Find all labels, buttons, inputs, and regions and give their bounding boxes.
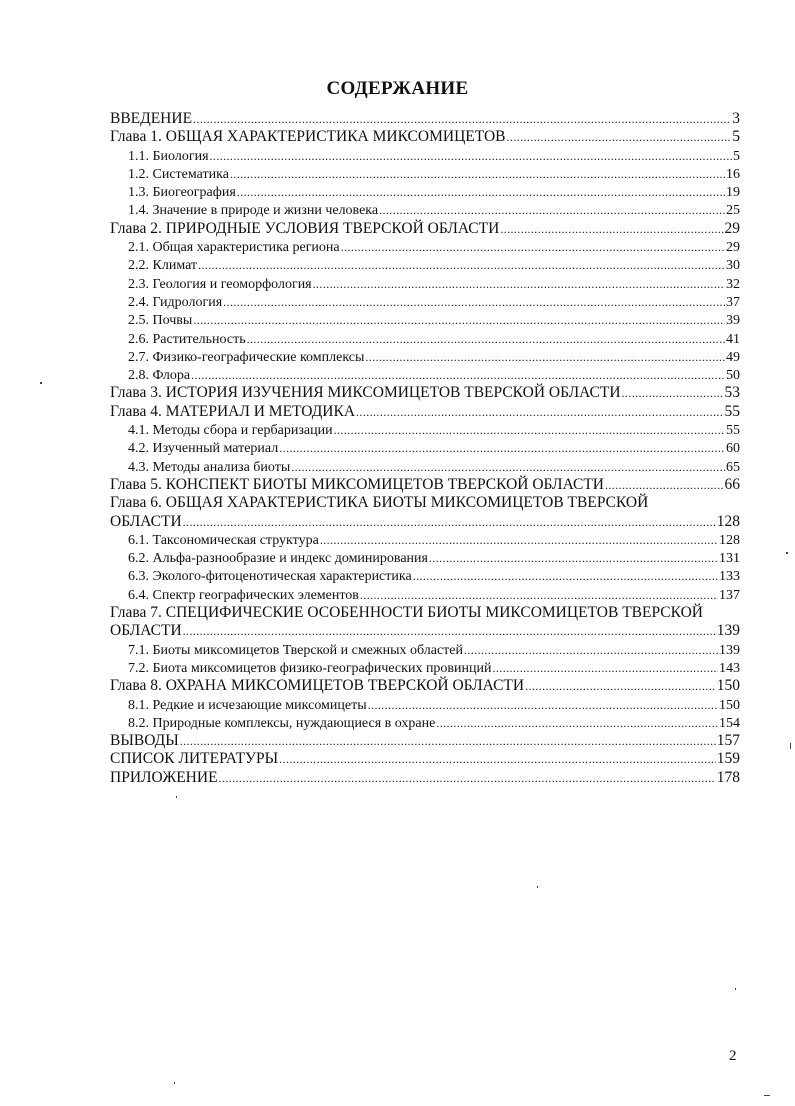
toc-page: 128 [719, 532, 740, 548]
scan-speck [537, 886, 538, 888]
dot-leader [313, 275, 725, 294]
toc-label: 6.3. Эколого-фитоценотическая характеристика [128, 569, 412, 585]
toc-row [110, 384, 740, 402]
toc-page: 49 [726, 349, 740, 365]
toc-page: 29 [726, 240, 740, 256]
toc-row [110, 458, 740, 476]
toc-page: 139 [716, 622, 740, 640]
toc-row [110, 201, 740, 219]
toc-row [110, 476, 740, 494]
toc-page: 30 [726, 258, 740, 274]
toc-row [110, 311, 740, 329]
dot-leader [247, 330, 725, 349]
toc-label: 1.1. Биология [128, 148, 209, 164]
toc-page: 53 [724, 384, 740, 402]
dot-leader [210, 147, 732, 166]
toc-label: 1.2. Систематика [128, 166, 229, 182]
toc-page: 39 [726, 313, 740, 329]
toc-row [110, 165, 740, 183]
toc-row [110, 732, 740, 750]
toc-page: 150 [716, 677, 740, 695]
dot-leader [356, 403, 723, 421]
toc-row [110, 769, 740, 787]
toc-page: 137 [719, 587, 740, 603]
toc-page: 66 [724, 475, 740, 493]
toc-label: 2.3. Геология и геоморфология [128, 276, 312, 292]
toc-page: 143 [719, 660, 740, 676]
dot-leader [193, 311, 725, 330]
toc-row [110, 677, 740, 695]
dot-leader [493, 659, 718, 678]
toc-label: 7.1. Биоты миксомицетов Тверской и смежных областей [128, 642, 463, 658]
toc-page: 50 [726, 368, 740, 384]
toc-row [110, 183, 740, 201]
toc-row [110, 256, 740, 274]
toc-row [110, 330, 740, 348]
toc-label: Глава 4. МАТЕРИАЛ И МЕТОДИКА [110, 402, 356, 420]
dot-leader [237, 183, 725, 202]
dot-leader [198, 256, 725, 275]
toc-label: ВВЕДЕНИЕ [110, 110, 193, 127]
toc-row [110, 421, 740, 439]
toc-row [110, 293, 740, 311]
toc-page: 133 [719, 569, 740, 585]
toc-page: 154 [719, 715, 740, 731]
toc-label: 2.1. Общая характеристика региона [128, 240, 340, 256]
toc-page: 178 [716, 768, 740, 786]
dot-leader [413, 567, 718, 586]
dot-leader [191, 366, 725, 385]
scan-speck [764, 1095, 770, 1096]
toc-label: 2.2. Климат [128, 258, 198, 274]
dot-leader [365, 348, 725, 367]
toc-label: СПИСОК ЛИТЕРАТУРЫ [110, 750, 279, 768]
toc-page: 128 [716, 512, 740, 530]
toc-row [110, 275, 740, 293]
toc-label: Глава 6. ОБЩАЯ ХАРАКТЕРИСТИКА БИОТЫ МИКСОМИЦЕТОВ ТВЕРСКОЙ [110, 494, 649, 512]
dot-leader [507, 128, 732, 146]
toc-row [110, 622, 740, 640]
toc-page: 157 [716, 732, 740, 750]
dot-leader [334, 421, 725, 440]
toc-page: 150 [719, 697, 740, 713]
toc-page: 5 [733, 148, 740, 164]
toc-row-wrapped [110, 604, 740, 622]
table-of-contents [110, 110, 740, 787]
toc-page: 3 [732, 110, 740, 127]
toc-label: Глава 7. СПЕЦИФИЧЕСКИЕ ОСОБЕННОСТИ БИОТЫ МИКСОМИЦЕТОВ ТВЕРСКОЙ [110, 604, 703, 622]
page-number: 2 [729, 1048, 737, 1064]
toc-label: ВЫВОДЫ [110, 732, 179, 750]
toc-page: 19 [726, 185, 740, 201]
toc-row [110, 439, 740, 457]
toc-page: 55 [726, 423, 740, 439]
toc-label: 2.5. Почвы [128, 313, 193, 329]
toc-label-continued: ОБЛАСТИ [110, 622, 182, 640]
dot-leader [368, 696, 718, 715]
scan-speck [174, 1082, 175, 1084]
dot-leader [341, 238, 725, 257]
toc-page: 139 [719, 642, 740, 658]
toc-row [110, 586, 740, 604]
dot-leader [279, 439, 725, 458]
dot-leader [429, 549, 718, 568]
toc-label: 7.2. Биота миксомицетов физико-географических провинций [128, 660, 492, 676]
toc-page: 65 [726, 459, 740, 475]
toc-label: 2.4. Гидрология [128, 294, 223, 310]
toc-row [110, 513, 740, 531]
toc-row [110, 128, 740, 146]
toc-page: 159 [716, 750, 740, 768]
toc-row-wrapped [110, 494, 740, 512]
toc-label: 8.1. Редкие и исчезающие миксомицеты [128, 697, 367, 713]
page-title: СОДЕРЖАНИЕ [326, 78, 469, 99]
dot-leader [622, 384, 724, 402]
toc-row [110, 220, 740, 238]
toc-label: Глава 5. КОНСПЕКТ БИОТЫ МИКСОМИЦЕТОВ ТВЕРСКОЙ ОБЛАСТИ [110, 475, 604, 493]
toc-row [110, 549, 740, 567]
dot-leader [500, 220, 723, 238]
toc-label: 6.2. Альфа-разнообразие и индекс доминирования [128, 551, 428, 567]
scan-speck [735, 988, 736, 990]
dot-leader [379, 201, 725, 220]
toc-row [110, 348, 740, 366]
toc-row [110, 641, 740, 659]
toc-row [110, 531, 740, 549]
toc-label: Глава 1. ОБЩАЯ ХАРАКТЕРИСТИКА МИКСОМИЦЕТОВ [110, 128, 506, 146]
toc-label: Глава 8. ОХРАНА МИКСОМИЦЕТОВ ТВЕРСКОЙ ОБЛАСТИ [110, 677, 525, 695]
scan-speck [40, 382, 42, 384]
toc-row [110, 366, 740, 384]
toc-label: 8.2. Природные комплексы, нуждающиеся в охране [128, 715, 436, 731]
toc-label: 1.4. Значение в природе и жизни человека [128, 203, 379, 219]
scan-speck [176, 796, 177, 798]
toc-label: Глава 3. ИСТОРИЯ ИЗУЧЕНИЯ МИКСОМИЦЕТОВ ТВЕРСКОЙ ОБЛАСТИ [110, 384, 621, 402]
toc-page: 37 [726, 294, 740, 310]
dot-leader [193, 110, 731, 128]
toc-page: 55 [724, 402, 740, 420]
toc-page: 131 [719, 551, 740, 567]
toc-label: ПРИЛОЖЕНИЕ [110, 768, 218, 786]
scan-speck [786, 552, 788, 554]
dot-leader [223, 293, 725, 312]
toc-row [110, 696, 740, 714]
dot-leader [183, 622, 716, 640]
toc-row [110, 659, 740, 677]
dot-leader [230, 165, 725, 184]
toc-page: 41 [726, 331, 740, 347]
toc-row [110, 238, 740, 256]
dot-leader [464, 641, 718, 660]
dot-leader [320, 531, 718, 550]
toc-page: 29 [724, 219, 740, 237]
toc-row [110, 110, 740, 128]
toc-label: 4.1. Методы сбора и гербаризации [128, 423, 333, 439]
toc-label: Глава 2. ПРИРОДНЫЕ УСЛОВИЯ ТВЕРСКОЙ ОБЛАСТИ [110, 219, 500, 237]
toc-label: 1.3. Биогеография [128, 185, 236, 201]
toc-label: 2.7. Физико-географические комплексы [128, 349, 365, 365]
toc-page: 60 [726, 441, 740, 457]
toc-label-continued: ОБЛАСТИ [110, 512, 182, 530]
toc-row [110, 403, 740, 421]
toc-page: 16 [726, 166, 740, 182]
dot-leader [605, 476, 724, 494]
dot-leader [279, 750, 716, 768]
scan-speck [790, 743, 791, 749]
toc-label: 2.6. Растительность [128, 331, 246, 347]
toc-row [110, 567, 740, 585]
toc-row [110, 714, 740, 732]
toc-label: 6.1. Таксономическая структура [128, 532, 319, 548]
toc-page: 5 [732, 128, 740, 146]
toc-row [110, 147, 740, 165]
dot-leader [360, 586, 718, 605]
dot-leader [525, 677, 716, 695]
toc-label: 4.2. Изученный материал [128, 441, 279, 457]
toc-page: 32 [726, 276, 740, 292]
toc-page: 25 [726, 203, 740, 219]
toc-label: 2.8. Флора [128, 368, 191, 384]
dot-leader [180, 732, 716, 750]
dot-leader [183, 513, 716, 531]
dot-leader [219, 769, 716, 787]
toc-label: 6.4. Спектр географических элементов [128, 587, 359, 603]
dot-leader [436, 714, 718, 733]
toc-row [110, 750, 740, 768]
dot-leader [291, 458, 725, 477]
toc-label: 4.3. Методы анализа биоты [128, 459, 291, 475]
